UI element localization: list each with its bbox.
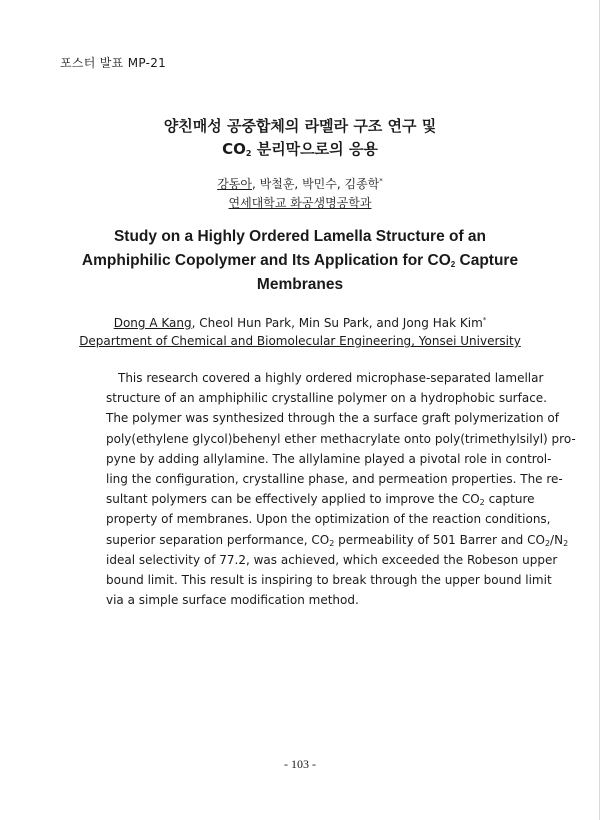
abstract-line: via a simple surface modification method. <box>106 593 359 608</box>
korean-title-subscript: 2 <box>245 149 252 158</box>
korean-title-rest: 분리막으로의 응용 <box>251 140 378 158</box>
english-title-part1: Amphiphilic Copolymer and Its Application for CO <box>81 252 451 269</box>
abstract-text: permeability of 501 Barrer and CO <box>334 532 545 547</box>
page-number: - 103 - <box>284 757 316 771</box>
abstract-line: poly(ethylene glycol)behenyl ether methacrylate onto poly(trimethylsilyl) pro- <box>106 431 576 446</box>
korean-affiliation <box>0 194 600 211</box>
abstract-line: ideal selectivity of 77.2, was achieved, which exceeded the Robeson upper <box>106 552 558 567</box>
korean-title-line1: 양친매성 공중합체의 라멜라 구조 연구 및 <box>163 117 437 135</box>
subscript: 2 <box>479 498 485 508</box>
subscript: 2 <box>544 538 551 548</box>
english-author-presenter: Dong A Kang <box>113 316 192 330</box>
korean-author-presenter: 강동아 <box>217 177 252 191</box>
korean-title-co: CO <box>222 140 246 158</box>
english-title-line3: Membranes <box>256 276 344 293</box>
abstract-text: /N <box>550 532 564 547</box>
abstract-line: pyne by adding allylamine. The allylamine played a pivotal role in control- <box>106 451 552 466</box>
korean-title-line2 <box>0 138 600 159</box>
abstract-line: The polymer was synthesized through the a surface graft polymerization of <box>106 411 559 426</box>
english-title-line2 <box>0 252 600 270</box>
korean-author: 박민수 <box>302 177 337 191</box>
abstract-line: bound limit. This result is inspiring to break through the upper bound limit <box>106 572 552 587</box>
korean-author: 박철훈 <box>259 177 295 191</box>
subscript: 2 <box>329 538 335 548</box>
corresponding-author-mark: * <box>482 316 487 324</box>
english-title-part2: Capture <box>455 252 519 269</box>
abstract-line: structure of an amphiphilic crystalline polymer on a hydrophobic surface. <box>106 391 547 406</box>
abstract-line <box>106 489 535 509</box>
author-separator: , <box>336 177 345 191</box>
english-affiliation <box>0 334 600 348</box>
abstract-line: This research covered a highly ordered microphase-separated lamellar <box>118 371 544 385</box>
korean-authors <box>0 175 600 192</box>
abstract-line: ling the configuration, crystalline phase, and permeation properties. The re- <box>106 471 563 486</box>
author-separator: , <box>294 177 303 191</box>
corresponding-author-mark: * <box>379 177 383 185</box>
korean-author: 김종학 <box>344 177 380 191</box>
abstract-text: superior separation performance, CO <box>106 532 330 547</box>
abstract-text: capture <box>484 492 535 507</box>
english-title-line1: Study on a Highly Ordered Lamella Structure of an <box>113 228 487 245</box>
poster-session-tag: 포스터 발표 MP-21 <box>60 56 167 70</box>
english-affiliation-text: Department of Chemical and Biomolecular Engineering, Yonsei University <box>79 334 521 348</box>
subscript: 2 <box>563 538 569 548</box>
english-authors <box>0 316 600 330</box>
english-title-subscript: 2 <box>450 260 456 269</box>
english-coauthors: , Cheol Hun Park, Min Su Park, and Jong Hak Kim <box>191 316 483 330</box>
abstract-line <box>106 530 569 550</box>
author-separator: , <box>252 177 260 191</box>
abstract-text: sultant polymers can be effectively applied to improve the CO <box>106 492 480 507</box>
korean-affiliation-text: 연세대학교 화공생명공학과 <box>228 196 372 210</box>
abstract-body <box>106 368 576 610</box>
abstract-line: property of membranes. Upon the optimization of the reaction conditions, <box>106 512 551 527</box>
